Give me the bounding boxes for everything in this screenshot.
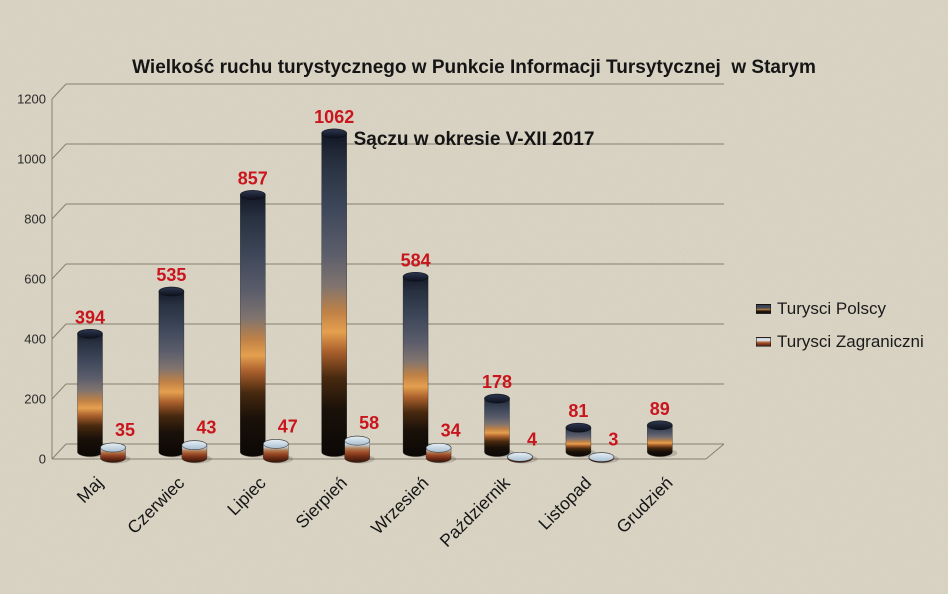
bar-value-label: 4 [526, 429, 538, 450]
gridline-connector [52, 324, 66, 339]
bar-value-label: 178 [481, 372, 513, 393]
bar-turysci-zagraniczni-maj-top [101, 443, 126, 452]
legend-swatch-polscy-icon [756, 304, 771, 314]
bar-value-label: 58 [359, 413, 380, 434]
chart-title [0, 8, 948, 176]
chart-title-line-1: Wielkość ruchu turystycznego w Punkcie Informacji Tursytycznej w Starym [132, 57, 816, 78]
bar-turysci-zagraniczni-lipiec-top [263, 439, 288, 448]
bar-turysci-polscy-lipiec-top [240, 190, 265, 199]
legend-swatch-zagraniczni-icon [756, 337, 771, 347]
y-axis-tick-label: 1200 [17, 91, 46, 107]
bar-turysci-polscy-wrzesien-top [403, 272, 428, 281]
bar-value-label: 43 [196, 417, 217, 438]
bar-value-label: 89 [649, 398, 670, 419]
bar-turysci-polscy-lipiec [240, 190, 265, 456]
bar-value-label: 47 [277, 416, 298, 437]
bar-value-label: 1062 [314, 106, 355, 127]
bar-value-label: 35 [114, 420, 136, 440]
bar-turysci-polscy-wrzesien [403, 272, 428, 456]
x-axis-label: Październik [435, 472, 514, 551]
bar-turysci-polscy-czerwiec [159, 287, 184, 457]
bar-turysci-zagraniczni-pazdziernik-top [508, 452, 533, 461]
bar-value-label: 81 [568, 401, 589, 422]
legend-item-polscy [756, 299, 924, 319]
gridline-connector [52, 204, 66, 219]
bar-value-label: 584 [400, 250, 431, 271]
gridline-connector [52, 264, 66, 279]
bar-turysci-zagraniczni-listopad-top [589, 453, 614, 462]
bar-value-label: 394 [74, 307, 106, 328]
x-axis-label: Sierpień [291, 472, 352, 533]
bar-turysci-polscy-maj-top [78, 329, 103, 338]
floor-right-edge [706, 444, 724, 459]
bar-turysci-polscy-pazdziernik-top [485, 394, 510, 403]
gridline-connector [52, 444, 66, 459]
bar-turysci-zagraniczni-sierpien-top [345, 436, 370, 445]
x-axis-label: Wrzesień [366, 472, 433, 539]
bar-turysci-zagraniczni-czerwiec-top [182, 441, 207, 450]
bar-turysci-polscy-sierpien [322, 129, 347, 457]
bar-turysci-polscy-maj [78, 329, 103, 456]
y-axis-tick-label: 600 [24, 271, 46, 287]
legend-label-polscy: Turysci Polscy [777, 299, 886, 318]
x-axis-label: Maj [72, 472, 107, 507]
x-axis-label: Czerwiec [123, 472, 189, 538]
bar-turysci-polscy-grudzien-top [647, 421, 672, 430]
bar-value-label: 3 [608, 429, 619, 450]
x-axis-label: Grudzień [612, 472, 677, 538]
bar-value-label: 34 [440, 420, 461, 441]
bar-turysci-polscy-pazdziernik [485, 394, 510, 456]
gridline-connector [52, 384, 66, 399]
y-axis-tick-label: 400 [24, 331, 46, 347]
bar-turysci-polscy-czerwiec-top [159, 287, 184, 296]
bar-turysci-zagraniczni-wrzesien-top [426, 443, 451, 452]
chart-legend [756, 299, 924, 365]
chart-title-line-2: Sączu w okresie V-XII 2017 [353, 129, 595, 150]
bar-value-label: 535 [156, 265, 187, 285]
y-axis-tick-label: 0 [38, 451, 46, 467]
x-axis-label: Listopad [534, 472, 596, 534]
y-axis-tick-label: 200 [24, 391, 46, 407]
bar-value-label: 857 [237, 168, 268, 189]
x-axis-label: Lipiec [223, 472, 270, 520]
y-axis-tick-label: 800 [24, 211, 46, 227]
y-axis-tick-label: 1000 [17, 151, 46, 167]
legend-label-zagraniczni: Turysci Zagraniczni [777, 332, 924, 351]
legend-item-zagraniczni [756, 332, 924, 352]
bar-turysci-polscy-listopad-top [566, 423, 591, 432]
